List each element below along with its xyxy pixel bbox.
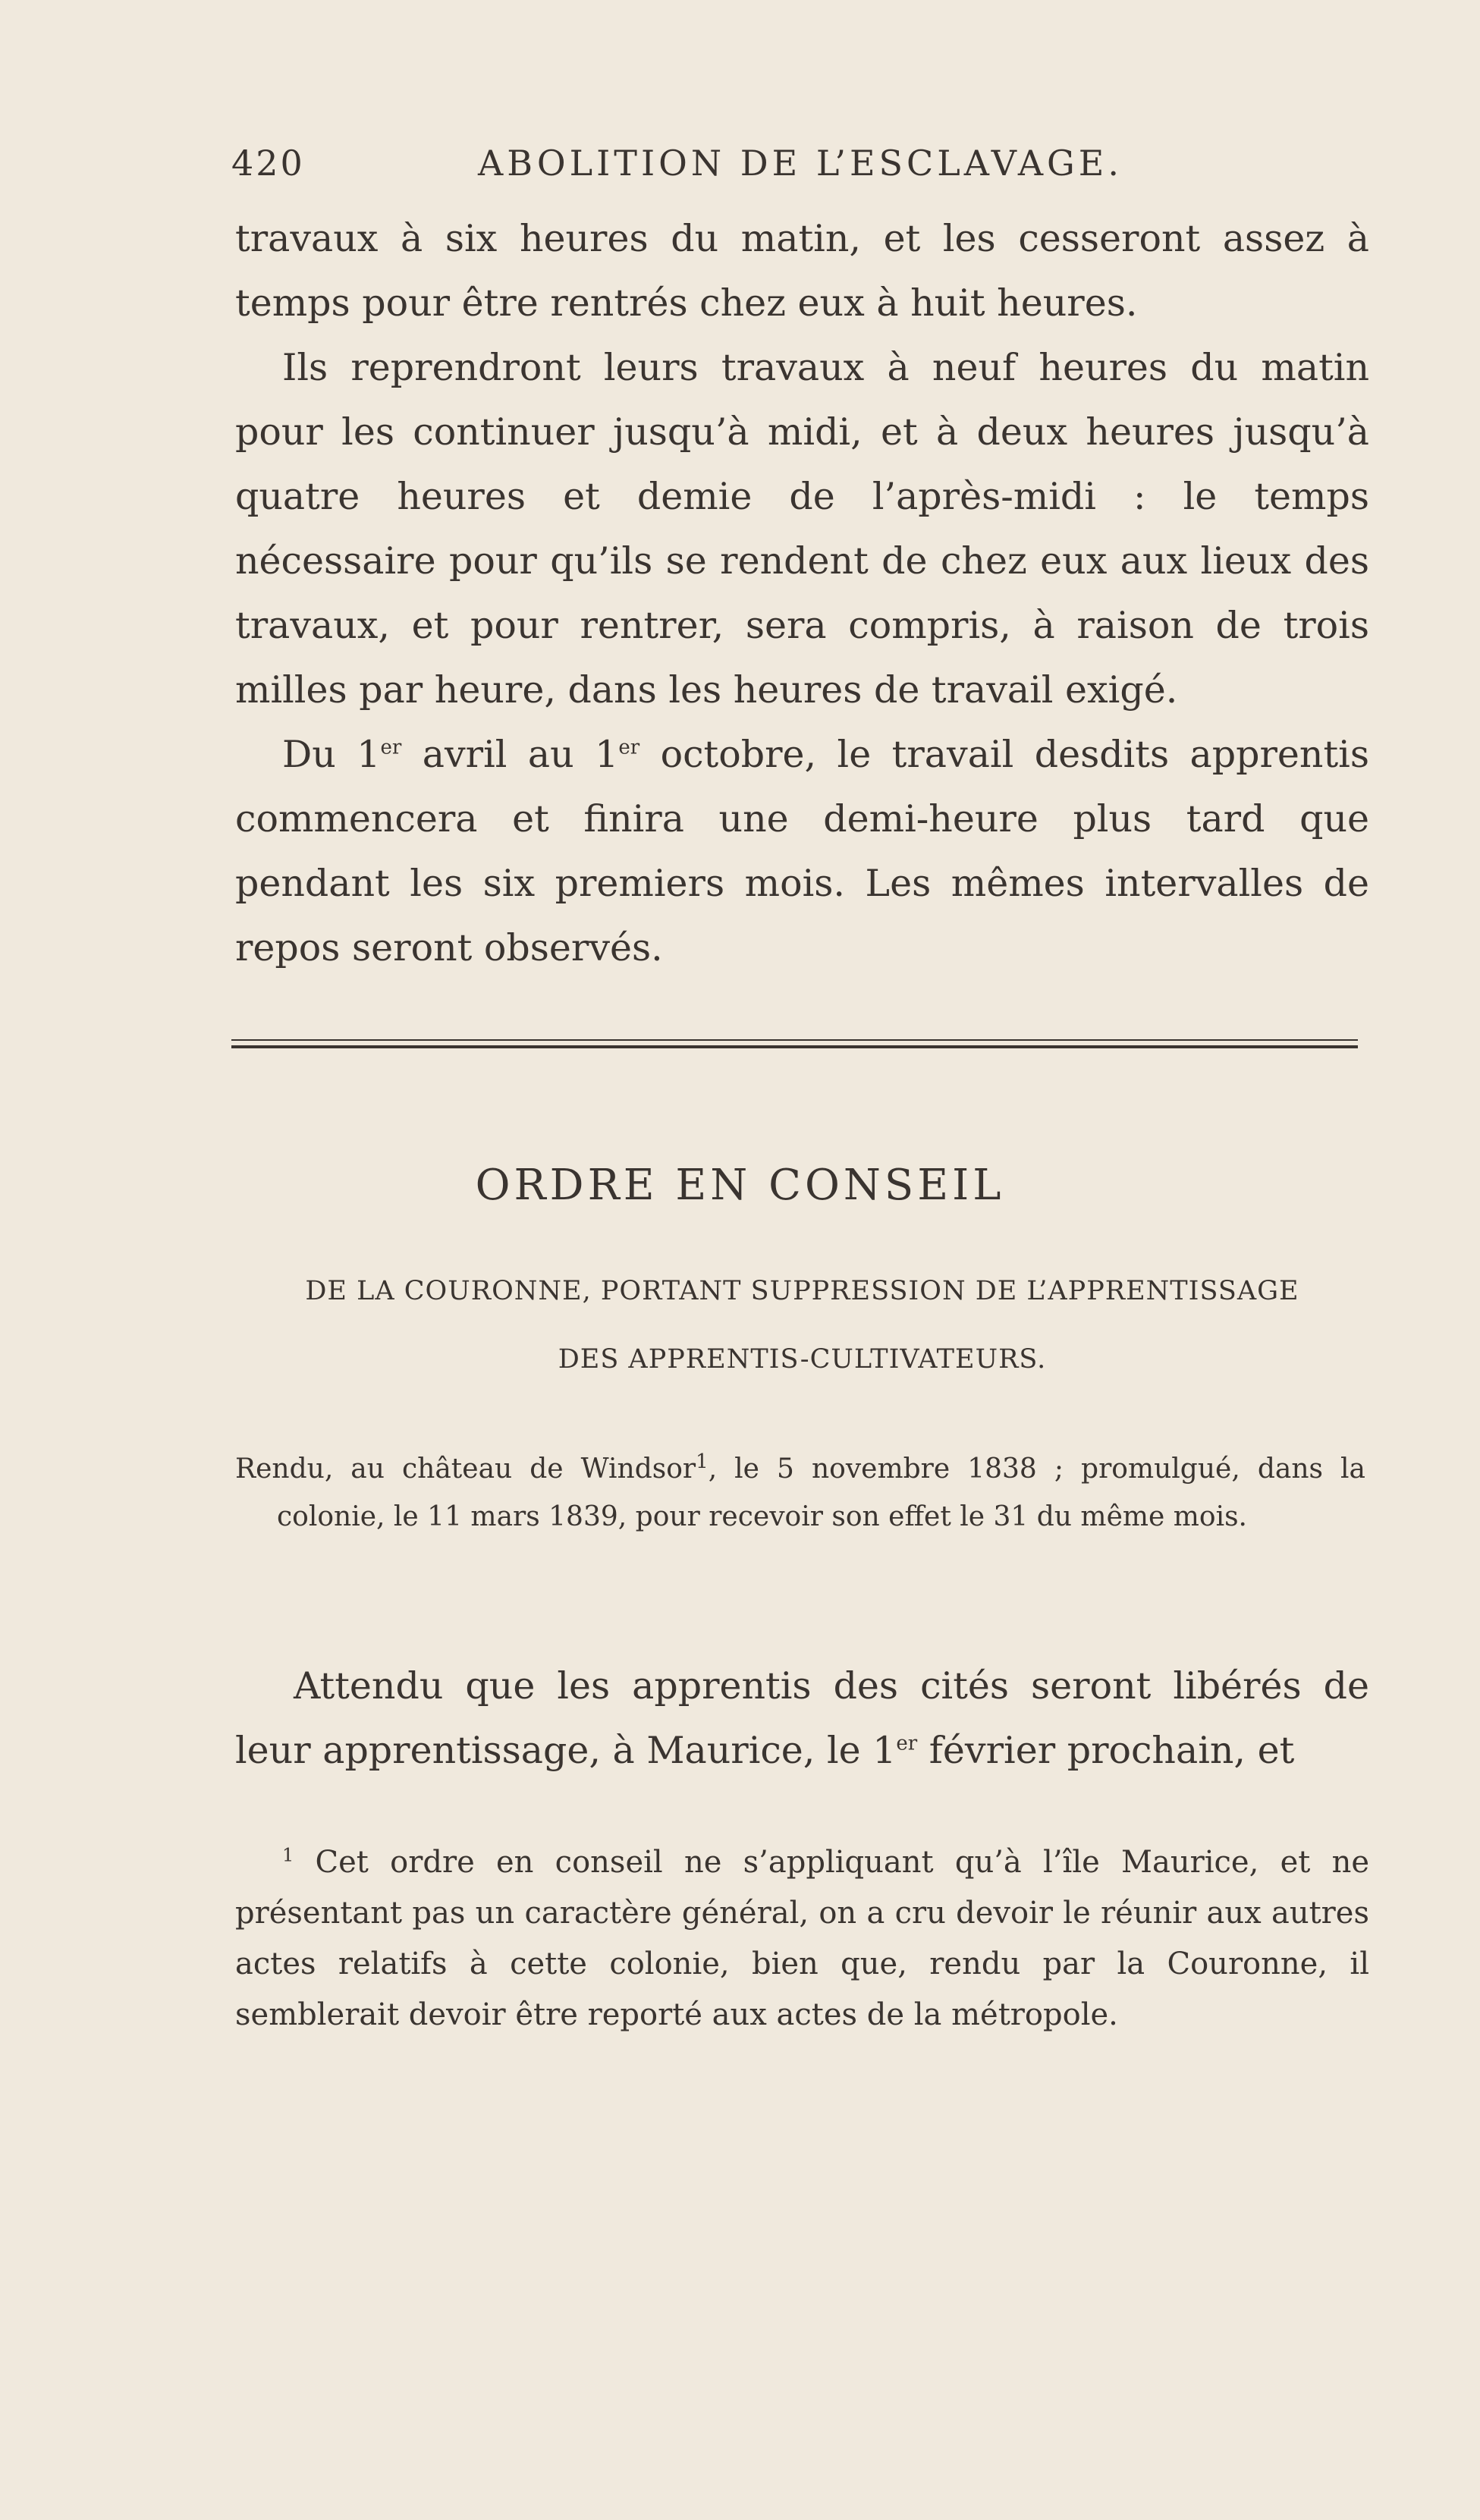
superscript-er-2: er [618,736,640,759]
superscript-er-1: er [380,736,402,759]
paragraph-3-part-b: avril au 1 [401,733,619,776]
promulgation-note-part-a: Rendu, au château de Windsor [235,1453,696,1485]
promulgation-note [235,1445,1365,1541]
running-header [231,143,1369,188]
page-number: 420 [231,143,305,184]
footnote-marker: 1 [282,1844,294,1866]
superscript-er-3: er [896,1732,918,1755]
body-text [235,206,1369,980]
section-subtitle-line-2: DES APPRENTIS-CULTIVATEURS. [558,1344,1047,1375]
footnote [235,1837,1369,2041]
attendu-part-a: Attendu que les apprentis des cités seront libérés de leur apprentissage, à Maurice, le 1 [235,1664,1369,1772]
section-divider-thick [231,1045,1358,1048]
promulgation-note-part-b: , le 5 novembre 1838 ; promulgué, dans la colonie, le 11 mars 1839, pour recevoir son effet le 31 du même mois. [277,1453,1366,1532]
footnote-reference: 1 [696,1450,709,1473]
paragraph-3 [235,722,1369,980]
section-divider-thin [231,1039,1358,1041]
running-title: ABOLITION DE L’ESCLAVAGE. [478,143,1123,184]
paragraph-3-part-a: Du 1 [282,733,381,776]
section-title: ORDRE EN CONSEIL [475,1161,1005,1210]
paragraph-1: travaux à six heures du matin, et les cesseront assez à temps pour être rentrés chez eux à huit heures. [235,217,1369,325]
attendu-part-b: février prochain, et [917,1729,1295,1772]
paragraph-2: Ils reprendront leurs travaux à neuf heures du matin pour les continuer jusqu’à midi, et à deux heures jusqu’à quatre heures et demie de l’après-midi : le temps nécessaire pour qu’ils se rendent de chez eux aux lieux des travaux, et pour rentrer, sera compris, à raison de trois milles par heure, dans les heures de travail exigé. [235,346,1369,712]
footnote-text: Cet ordre en conseil ne s’appliquant qu’à l’île Maurice, et ne présentant pas un caractère général, on a cru devoir le réunir aux autres actes relatifs à cette colonie, bien que, rendu par la Couronne, il semblerait devoir être reporté aux actes de la métropole. [235,1845,1369,2032]
attendu-paragraph [235,1654,1369,1783]
section-subtitle-line-1: DE LA COURONNE, PORTANT SUPPRESSION DE L’APPRENTISSAGE [305,1276,1299,1306]
paragraph-3-part-c: octobre, le travail desdits apprentis commencera et finira une demi-heure plus tard que pendant les six premiers mois. Les mêmes intervalles de repos seront observés. [235,733,1369,969]
